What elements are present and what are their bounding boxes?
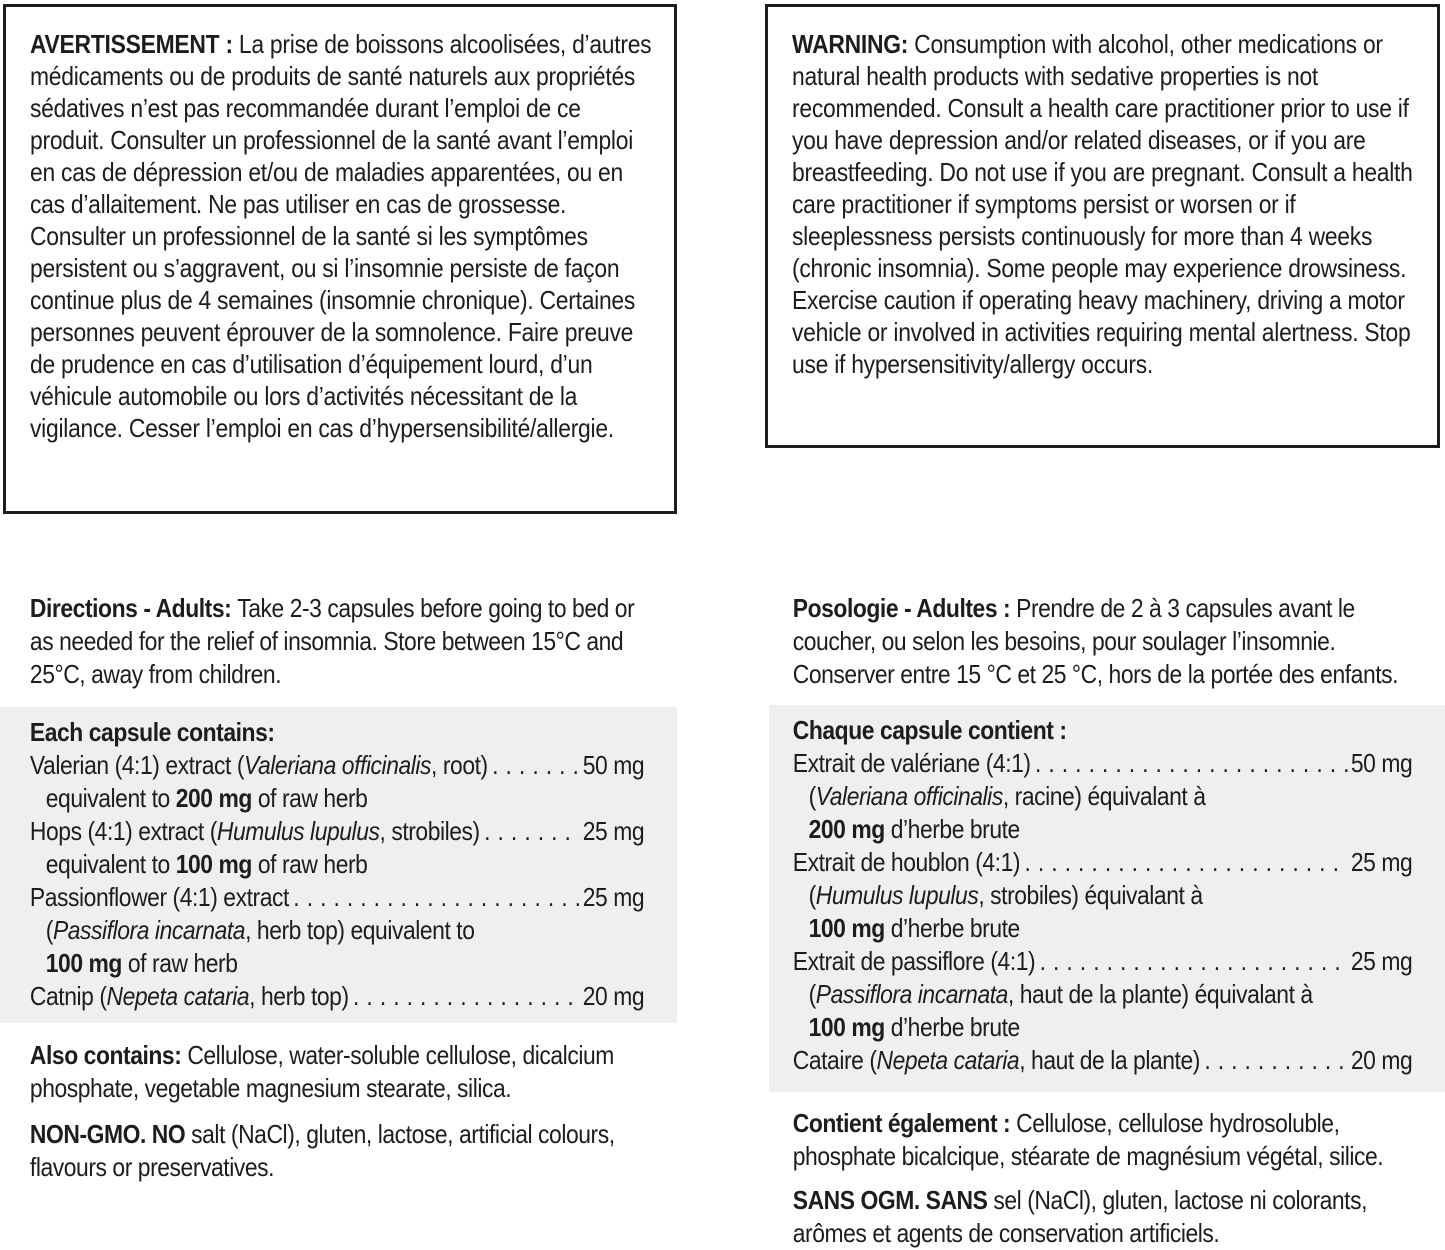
dot-leader bbox=[480, 815, 580, 848]
dot-leader bbox=[1020, 846, 1348, 879]
ingredient-name: Valerian (4:1) extract (Valeriana officinalis, root) bbox=[29, 750, 488, 780]
dot-leader bbox=[1200, 1044, 1348, 1077]
ingredient-amount: 25 mg bbox=[582, 816, 645, 846]
warning-body-fr: La prise de boissons alcoolisées, d’autres médicaments ou de produits de santé naturels aux propriétés sédatives n’est pas recommandée durant l’emploi de ce produit. Consulter un professionnel de la santé avant l’emploi en cas de dépression et/ou de maladies apparentées, ou en cas d’allaitement. Ne pas utiliser en cas de grossesse. Consulter un professionnel de la santé si les symptômes persistent ou s’aggravent, ou si l’insomnie persiste de façon continue plus de 4 semaines (insomnie chronique). Certaines personnes peuvent éprouver de la somnolence. Faire preuve de prudence en cas d’utilisation d’équipement lourd, d’un véhicule automobile ou lors d’activités nécessitant de la vigilance. Cesser l’emploi en cas d’hypersensibilité/allergie. bbox=[30, 29, 652, 443]
ingredient-row bbox=[30, 815, 644, 848]
ingredient-row bbox=[793, 1011, 1413, 1044]
ingredient-row bbox=[30, 980, 644, 1013]
dot-leader bbox=[1031, 747, 1349, 780]
ingredient-name: Cataire (Nepeta cataria, haut de la plante) bbox=[792, 1045, 1200, 1075]
sans-ogm-paragraph-fr bbox=[769, 1184, 1445, 1250]
ingredient-row bbox=[793, 780, 1413, 813]
ingredient-name: Passionflower (4:1) extract bbox=[29, 882, 289, 912]
ingredient-name: (Humulus lupulus, strobiles) équivalant à bbox=[808, 880, 1203, 910]
ingredients-panel-en bbox=[0, 707, 677, 1023]
ingredient-row bbox=[793, 747, 1413, 780]
ingredients-title-fr: Chaque capsule contient : bbox=[792, 715, 1067, 745]
ingredient-name: 100 mg d’herbe brute bbox=[808, 1012, 1020, 1042]
warning-lead-fr: AVERTISSEMENT : bbox=[30, 29, 239, 59]
ingredient-row bbox=[793, 978, 1413, 1011]
sans-ogm-body-fr: sel (NaCl), gluten, lactose ni colorants, arômes et agents de conservation artificiels. bbox=[792, 1185, 1368, 1248]
warning-text-en bbox=[792, 28, 1416, 380]
ingredient-name: Extrait de passiflore (4:1) bbox=[792, 946, 1036, 976]
warning-lead-en: WARNING: bbox=[792, 29, 915, 59]
non-gmo-body: salt (NaCl), gluten, lactose, artificial colours, flavours or preservatives. bbox=[29, 1119, 615, 1182]
also-contains-lead: Also contains: bbox=[29, 1040, 188, 1070]
ingredient-name: 100 mg d’herbe brute bbox=[808, 913, 1020, 943]
ingredient-row bbox=[793, 813, 1413, 846]
warning-box-fr bbox=[3, 4, 677, 514]
contient-lead-fr: Contient également : bbox=[792, 1108, 1017, 1138]
ingredient-name: (Passiflora incarnata, haut de la plante) équivalant à bbox=[808, 979, 1313, 1009]
ingredient-row bbox=[793, 879, 1413, 912]
directions-paragraph bbox=[0, 592, 677, 691]
dot-leader bbox=[488, 749, 580, 782]
ingredient-row bbox=[30, 914, 644, 947]
ingredient-row bbox=[30, 749, 644, 782]
dosage-paragraph-fr bbox=[769, 592, 1445, 691]
also-contains-body: Cellulose, water-soluble cellulose, dicalcium phosphate, vegetable magnesium stearate, silica. bbox=[29, 1040, 614, 1103]
ingredient-row bbox=[793, 1044, 1413, 1077]
warning-text-fr bbox=[30, 28, 654, 444]
dot-leader bbox=[349, 980, 580, 1013]
ingredient-amount: 25 mg bbox=[1350, 946, 1413, 976]
non-gmo-paragraph bbox=[0, 1118, 677, 1184]
ingredient-amount: 25 mg bbox=[1350, 847, 1413, 877]
column-english bbox=[0, 592, 677, 1184]
ingredient-name: (Passiflora incarnata, herb top) equivalent to bbox=[45, 915, 475, 945]
ingredient-name: (Valeriana officinalis, racine) équivalant à bbox=[808, 781, 1206, 811]
contient-paragraph-fr bbox=[769, 1107, 1445, 1173]
ingredient-amount: 50 mg bbox=[582, 750, 645, 780]
warning-box-en bbox=[765, 4, 1440, 448]
also-contains-paragraph bbox=[0, 1039, 677, 1105]
ingredient-amount: 25 mg bbox=[582, 882, 645, 912]
ingredient-row bbox=[793, 846, 1413, 879]
ingredient-row bbox=[30, 848, 644, 881]
dot-leader bbox=[1035, 945, 1348, 978]
column-french bbox=[769, 592, 1445, 1250]
ingredient-name: Extrait de valériane (4:1) bbox=[792, 748, 1031, 778]
ingredient-amount: 50 mg bbox=[1350, 748, 1413, 778]
dosage-body-fr: Prendre de 2 à 3 capsules avant le coucher, ou selon les besoins, pour soulager l’insomnie. Conserver entre 15 °C et 25 °C, hors de la portée des enfants. bbox=[792, 593, 1399, 689]
directions-lead: Directions - Adults: bbox=[29, 593, 238, 623]
dot-leader bbox=[289, 881, 580, 914]
ingredient-row bbox=[30, 782, 644, 815]
ingredient-name: 200 mg d’herbe brute bbox=[808, 814, 1020, 844]
ingredient-row bbox=[30, 881, 644, 914]
non-gmo-lead: NON-GMO. NO bbox=[29, 1119, 192, 1149]
ingredient-name: equivalent to 100 mg of raw herb bbox=[45, 849, 368, 879]
ingredient-row bbox=[30, 947, 644, 980]
ingredient-row bbox=[793, 945, 1413, 978]
ingredient-name: Hops (4:1) extract (Humulus lupulus, strobiles) bbox=[29, 816, 480, 846]
ingredient-name: 100 mg of raw herb bbox=[45, 948, 238, 978]
warning-body-en: Consumption with alcohol, other medications or natural health products with sedative properties is not recommended. Consult a health care practitioner prior to use if you have depression and/or related diseases, or if you are breastfeeding. Do not use if you are pregnant. Consult a health care practitioner if symptoms persist or worsen or if sleeplessness persists continuously for more than 4 weeks (chronic insomnia). Some people may experience drowsiness. Exercise caution if operating heavy machinery, driving a motor vehicle or involved in activities requiring mental alertness. Stop use if hypersensitivity/allergy occurs. bbox=[792, 29, 1413, 379]
ingredient-name: Catnip (Nepeta cataria, herb top) bbox=[29, 981, 349, 1011]
dosage-lead-fr: Posologie - Adultes : bbox=[792, 593, 1017, 623]
ingredients-panel-fr bbox=[769, 705, 1445, 1092]
contient-body-fr: Cellulose, cellulose hydrosoluble, phosphate bicalcique, stéarate de magnésium végétal, silice. bbox=[792, 1108, 1384, 1171]
ingredients-title-en: Each capsule contains: bbox=[29, 717, 275, 747]
ingredient-amount: 20 mg bbox=[582, 981, 645, 1011]
ingredient-name: Extrait de houblon (4:1) bbox=[792, 847, 1021, 877]
directions-body: Take 2-3 capsules before going to bed or as needed for the relief of insomnia. Store between 15°C and 25°C, away from children. bbox=[29, 593, 635, 689]
ingredient-amount: 20 mg bbox=[1350, 1045, 1413, 1075]
ingredient-name: equivalent to 200 mg of raw herb bbox=[45, 783, 368, 813]
ingredient-row bbox=[793, 912, 1413, 945]
sans-ogm-lead-fr: SANS OGM. SANS bbox=[792, 1185, 994, 1215]
